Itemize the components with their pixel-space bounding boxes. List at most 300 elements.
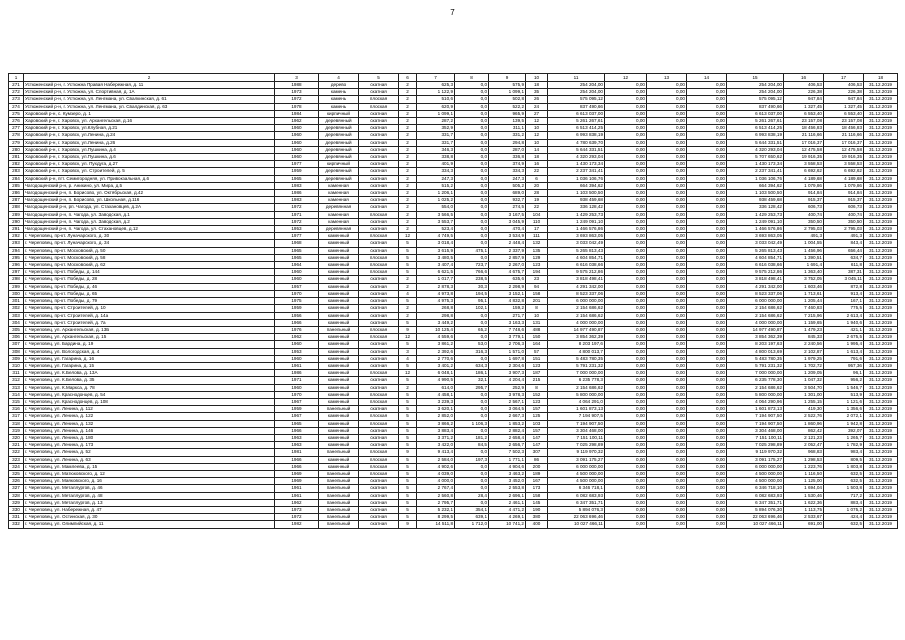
cell-floors: 5	[399, 391, 417, 398]
cell-year-built: 1983	[275, 197, 319, 204]
cell-completion-date: 31.12.2019	[864, 118, 898, 125]
cell-residential-area: 2 448,4	[489, 240, 526, 247]
cell-floors: 2	[399, 211, 417, 218]
cell-regional-funds: 0,00	[647, 319, 687, 326]
cell-owners-funds: 8 203 197,63	[727, 341, 784, 348]
cell-row-number: 321	[9, 442, 24, 449]
cell-owners-funds: 7 194 907,50	[727, 420, 784, 427]
cell-year-built: 1964	[275, 262, 319, 269]
cell-local-funds: 0,00	[687, 182, 727, 189]
cell-floors: 2	[399, 154, 417, 161]
cell-residents: 22	[526, 168, 548, 175]
cell-owners-funds: 1 430 173,34	[727, 161, 784, 168]
cell-address: Чагодощенский р-н, п. Чагода, ул. Заводская, д.2	[24, 218, 275, 225]
cell-local-funds: 0,00	[687, 348, 727, 355]
cell-max-cost-per-sqm: 6 553,40	[824, 110, 864, 117]
cell-residential-area: 1 853,2	[489, 420, 526, 427]
cell-completion-date: 31.12.2019	[864, 377, 898, 384]
cell-total-area: 523,4	[417, 226, 455, 233]
cell-regional-funds: 0,00	[647, 384, 687, 391]
cell-nonresidential-area: 0,0	[455, 182, 489, 189]
header-cell-roof-type: 5	[359, 74, 399, 82]
cell-address: г. Череповец, ул. Металлургов, д. 48	[24, 492, 275, 499]
cell-owners-funds: 4 291 342,00	[727, 283, 784, 290]
cell-max-cost-per-sqm: 913,4	[824, 290, 864, 297]
cell-total-area: 3 018,4	[417, 240, 455, 247]
cell-cost-per-sqm: 1 622,36	[784, 499, 824, 506]
cell-residential-area: 3 163,3	[489, 319, 526, 326]
cell-total-area: 515,2	[417, 182, 455, 189]
cell-row-number: 327	[9, 485, 24, 492]
cell-roof-type: скатная	[359, 276, 399, 283]
cell-regional-funds: 0,00	[647, 341, 687, 348]
cell-local-funds: 0,00	[687, 362, 727, 369]
cell-cost-per-sqm: 1 159,65	[784, 319, 824, 326]
cell-residents: 194	[526, 269, 548, 276]
table-row	[9, 319, 898, 326]
cell-roof-type: скатная	[359, 478, 399, 485]
cell-row-number: 309	[9, 355, 24, 362]
cell-max-cost-per-sqm: 1 942,8	[824, 420, 864, 427]
cell-residential-area: 2 656,7	[489, 442, 526, 449]
cell-completion-date: 31.12.2019	[864, 175, 898, 182]
cell-owners-funds: 6 616 038,66	[727, 262, 784, 269]
cell-address: Харовский р-н, г. Харовск, ул.Ленина, д.26	[24, 139, 275, 146]
cell-nonresidential-area: 1 712,0	[455, 521, 489, 528]
cell-owners-funds: 2 237 341,41	[727, 168, 784, 175]
cell-row-number: 279	[9, 139, 24, 146]
cell-residential-area: 635,6	[489, 276, 526, 283]
cell-wall-material: каменный	[319, 319, 359, 326]
table-row	[9, 362, 898, 369]
cell-roof-type: скатная	[359, 82, 399, 89]
cell-floors: 5	[399, 298, 417, 305]
cell-address: г. Череповец, ул. Архангельская, д. 13Б	[24, 326, 275, 333]
cell-total-cost: 5 800 000,00	[548, 391, 605, 398]
cell-total-area: 287,2	[417, 118, 455, 125]
cell-address: г. Череповец, ул. Матюковского, д. 12	[24, 470, 275, 477]
cell-roof-type: скатная	[359, 312, 399, 319]
cell-roof-type: плоская	[359, 370, 399, 377]
cell-regional-funds: 0,00	[647, 146, 687, 153]
cell-total-area: 4 039,0	[417, 470, 455, 477]
cell-wall-material: деревянный	[319, 125, 359, 132]
cell-roof-type: плоская	[359, 470, 399, 477]
table-row	[9, 470, 898, 477]
table-row	[9, 506, 898, 513]
cell-floors: 4	[399, 355, 417, 362]
cell-cost-per-sqm: 1 079,86	[784, 182, 824, 189]
cell-residents: 157	[526, 427, 548, 434]
cell-completion-date: 31.12.2019	[864, 276, 898, 283]
cell-local-funds: 0,00	[687, 492, 727, 499]
cell-federal-funds: 0,00	[605, 334, 647, 341]
cell-total-cost: 3 304 468,00	[548, 427, 605, 434]
cell-nonresidential-area: 197,3	[455, 456, 489, 463]
cell-regional-funds: 0,00	[647, 398, 687, 405]
cell-owners-funds: 7 151 100,11	[727, 434, 784, 441]
cell-owners-funds: 1 466 576,86	[727, 226, 784, 233]
cell-roof-type: скатная	[359, 442, 399, 449]
cell-owners-funds: 837 490,66	[727, 103, 784, 110]
cell-max-cost-per-sqm: 421,1	[824, 326, 864, 333]
cell-residents: 14	[526, 146, 548, 153]
cell-federal-funds: 0,00	[605, 290, 647, 297]
cell-residents: 10	[526, 125, 548, 132]
cell-local-funds: 0,00	[687, 420, 727, 427]
cell-year-built: 1961	[275, 362, 319, 369]
cell-address: Харовский р-н, г. Харовск, ул. Строителей, д. 5	[24, 168, 275, 175]
cell-total-cost: 6 513 414,25	[548, 125, 605, 132]
cell-completion-date: 31.12.2019	[864, 427, 898, 434]
cell-residential-area: 3 167,5	[489, 211, 526, 218]
cell-total-area: 4 749,5	[417, 233, 455, 240]
cell-address: г. Череповец, ул. Ленина, д. 132	[24, 420, 275, 427]
cell-owners-funds: 6 347 351,71	[727, 499, 784, 506]
cell-regional-funds: 0,00	[647, 449, 687, 456]
cell-floors: 2	[399, 110, 417, 117]
cell-nonresidential-area: 32,1	[455, 377, 489, 384]
cell-local-funds: 0,00	[687, 514, 727, 521]
cell-regional-funds: 0,00	[647, 290, 687, 297]
cell-address: г. Череповец, пр-кт. Московский, д. 58	[24, 254, 275, 261]
cell-nonresidential-area: 0,0	[455, 334, 489, 341]
cell-total-cost: 5 894 076,3	[548, 506, 605, 513]
cell-max-cost-per-sqm: 2 795,03	[824, 226, 864, 233]
cell-roof-type: скатная	[359, 305, 399, 312]
cell-cost-per-sqm: 3 558,53	[784, 161, 824, 168]
cell-local-funds: 0,00	[687, 442, 727, 449]
cell-federal-funds: 0,00	[605, 355, 647, 362]
cell-regional-funds: 0,00	[647, 406, 687, 413]
cell-total-area: 3 422,0	[417, 442, 455, 449]
cell-total-area: 8 299,5	[417, 514, 455, 521]
cell-residents: 94	[526, 283, 548, 290]
cell-owners-funds: 1 103 500,50	[727, 190, 784, 197]
cell-max-cost-per-sqm: 791,6	[824, 355, 864, 362]
cell-row-number: 281	[9, 154, 24, 161]
cell-regional-funds: 0,00	[647, 434, 687, 441]
cell-completion-date: 31.12.2019	[864, 485, 898, 492]
cell-owners-funds: 9 119 970,32	[727, 449, 784, 456]
cell-nonresidential-area: 766,6	[455, 269, 489, 276]
cell-regional-funds: 0,00	[647, 175, 687, 182]
cell-completion-date: 31.12.2019	[864, 305, 898, 312]
cell-completion-date: 31.12.2019	[864, 211, 898, 218]
cell-total-cost: 6 993 838,19	[548, 132, 605, 139]
cell-local-funds: 0,00	[687, 96, 727, 103]
table-row	[9, 190, 898, 197]
cell-residents: 158	[526, 290, 548, 297]
cell-year-built: 1972	[275, 218, 319, 225]
cell-address: г. Череповец, пр-кт. Победы, д. 28	[24, 276, 275, 283]
cell-federal-funds: 0,00	[605, 341, 647, 348]
cell-year-built: 1960	[275, 276, 319, 283]
cell-roof-type: скатная	[359, 298, 399, 305]
cell-roof-type: скатная	[359, 384, 399, 391]
cell-total-cost: 14 977 490,87	[548, 326, 605, 333]
cell-regional-funds: 0,00	[647, 463, 687, 470]
cell-cost-per-sqm: 1 713,61	[784, 290, 824, 297]
cell-owners-funds: 5 483 780,35	[727, 355, 784, 362]
table-row	[9, 420, 898, 427]
cell-cost-per-sqm: 1 327,45	[784, 103, 824, 110]
cell-address: г. Череповец, ул. Ленина, д. 63	[24, 456, 275, 463]
cell-row-number: 322	[9, 449, 24, 456]
cell-total-cost: 6 613 037,00	[548, 110, 605, 117]
cell-residents: 17	[526, 226, 548, 233]
cell-total-area: 2 878,3	[417, 283, 455, 290]
cell-completion-date: 31.12.2019	[864, 362, 898, 369]
cell-total-area: 620,9	[417, 103, 455, 110]
cell-residents: 488	[526, 326, 548, 333]
cell-total-cost: 7 194 907,5	[548, 413, 605, 420]
cell-nonresidential-area: 723,7	[455, 262, 489, 269]
cell-local-funds: 0,00	[687, 470, 727, 477]
table-row	[9, 132, 898, 139]
cell-roof-type: скатная	[359, 506, 399, 513]
page-number: 7	[450, 8, 455, 17]
cell-owners-funds: 5 261 267,61	[727, 118, 784, 125]
cell-wall-material: каменный	[319, 355, 359, 362]
cell-wall-material: каменный	[319, 384, 359, 391]
cell-roof-type: скатная	[359, 290, 399, 297]
cell-max-cost-per-sqm: 424,4	[824, 514, 864, 521]
cell-max-cost-per-sqm: 809,5	[824, 456, 864, 463]
cell-nonresidential-area: 0,0	[455, 197, 489, 204]
cell-total-cost: 336 128,42	[548, 204, 605, 211]
cell-wall-material: каменный	[319, 334, 359, 341]
cell-cost-per-sqm: 491,3	[784, 233, 824, 240]
cell-completion-date: 31.12.2019	[864, 146, 898, 153]
cell-max-cost-per-sqm: 1 546,7	[824, 384, 864, 391]
cell-floors: 2	[399, 182, 417, 189]
cell-total-area: 3 861,2	[417, 341, 455, 348]
cell-address: Чагодощенский р-н, п. Чагода, ул. Стахановцев, д.12	[24, 226, 275, 233]
cell-owners-funds: 1 429 253,73	[727, 211, 784, 218]
cell-total-cost: 1 601 873,13	[548, 406, 605, 413]
cell-completion-date: 31.12.2019	[864, 413, 898, 420]
cell-row-number: 323	[9, 456, 24, 463]
cell-roof-type: скатная	[359, 139, 399, 146]
cell-nonresidential-area: 65,2	[455, 326, 489, 333]
cell-year-built: 1972	[275, 514, 319, 521]
cell-completion-date: 31.12.2019	[864, 499, 898, 506]
cell-regional-funds: 0,00	[647, 233, 687, 240]
cell-total-area: 3 553,7	[417, 218, 455, 225]
cell-regional-funds: 0,00	[647, 413, 687, 420]
cell-completion-date: 31.12.2019	[864, 348, 898, 355]
header-cell-year-built: 3	[275, 74, 319, 82]
cell-total-area: 298,8	[417, 312, 455, 319]
cell-floors: 5	[399, 247, 417, 254]
cell-total-cost: 3 854 362,39	[548, 334, 605, 341]
cell-residents: 132	[526, 240, 548, 247]
cell-regional-funds: 0,00	[647, 478, 687, 485]
cell-residential-area: 2 304,6	[489, 362, 526, 369]
cell-local-funds: 0,00	[687, 521, 727, 528]
table-row	[9, 89, 898, 96]
cell-residents: 201	[526, 298, 548, 305]
cell-residential-area: 575,9	[489, 82, 526, 89]
cell-cost-per-sqm: 3 752,05	[784, 276, 824, 283]
cell-cost-per-sqm: 2 795,03	[784, 226, 824, 233]
cell-residents: 18	[526, 154, 548, 161]
cell-row-number: 272	[9, 89, 24, 96]
cell-local-funds: 0,00	[687, 434, 727, 441]
cell-max-cost-per-sqm: 606,73	[824, 204, 864, 211]
cell-residents: 147	[526, 434, 548, 441]
cell-floors: 2	[399, 276, 417, 283]
cell-total-cost: 4 000 000,00	[548, 319, 605, 326]
cell-owners-funds: 4 604 854,71	[727, 254, 784, 261]
cell-residential-area: 3 779,1	[489, 334, 526, 341]
cell-nonresidential-area: 295,7	[455, 384, 489, 391]
cell-cost-per-sqm: 1 116,50	[784, 470, 824, 477]
cell-owners-funds: 5 707 650,62	[727, 154, 784, 161]
cell-row-number: 319	[9, 427, 24, 434]
cell-roof-type: плоская	[359, 449, 399, 456]
cell-floors: 5	[399, 420, 417, 427]
cell-total-area: 247,3	[417, 175, 455, 182]
cell-roof-type: скатная	[359, 240, 399, 247]
cell-local-funds: 0,00	[687, 290, 727, 297]
cell-row-number: 315	[9, 398, 24, 405]
cell-cost-per-sqm: 1 479,23	[784, 326, 824, 333]
cell-nonresidential-area: 181,2	[455, 434, 489, 441]
cell-roof-type: скатная	[359, 521, 399, 528]
cell-year-built: 1973	[275, 89, 319, 96]
cell-cost-per-sqm: 691,00	[784, 521, 824, 528]
cell-federal-funds: 0,00	[605, 521, 647, 528]
cell-residents: 8	[526, 305, 548, 312]
cell-owners-funds: 4 500 000,00	[727, 470, 784, 477]
cell-total-area: 3 866,2	[417, 420, 455, 427]
cell-floors: 2	[399, 96, 417, 103]
cell-regional-funds: 0,00	[647, 247, 687, 254]
cell-cost-per-sqm: 6 692,62	[784, 168, 824, 175]
cell-federal-funds: 0,00	[605, 168, 647, 175]
cell-nonresidential-area: 0,0	[455, 406, 489, 413]
table-row	[9, 175, 898, 182]
cell-residents: 135	[526, 247, 548, 254]
cell-owners-funds: 5 791 231,32	[727, 362, 784, 369]
cell-regional-funds: 0,00	[647, 254, 687, 261]
cell-max-cost-per-sqm: 1 503,8	[824, 485, 864, 492]
table-row	[9, 298, 898, 305]
cell-federal-funds: 0,00	[605, 96, 647, 103]
cell-roof-type: скатная	[359, 190, 399, 197]
cell-residents: 28	[526, 190, 548, 197]
cell-wall-material: деревянный	[319, 132, 359, 139]
cell-federal-funds: 0,00	[605, 463, 647, 470]
cell-residential-area: 2 461,1	[489, 499, 526, 506]
cell-year-built: 1967	[275, 413, 319, 420]
cell-nonresidential-area: 0,0	[455, 211, 489, 218]
cell-local-funds: 0,00	[687, 154, 727, 161]
cell-federal-funds: 0,00	[605, 362, 647, 369]
cell-row-number: 303	[9, 312, 24, 319]
cell-local-funds: 0,00	[687, 499, 727, 506]
cell-wall-material: панельный	[319, 506, 359, 513]
cell-address: г. Череповец, пр-кт. Победы, д. 65	[24, 290, 275, 297]
cell-total-area: 10 125,4	[417, 326, 455, 333]
cell-floors: 5	[399, 434, 417, 441]
cell-total-area: 3 371,2	[417, 434, 455, 441]
cell-completion-date: 31.12.2019	[864, 298, 898, 305]
cell-floors: 5	[399, 362, 417, 369]
cell-floors: 5	[399, 406, 417, 413]
table-row	[9, 226, 898, 233]
cell-wall-material: каменный	[319, 262, 359, 269]
cell-owners-funds: 5 800 000,00	[727, 391, 784, 398]
header-cell-owners-funds: 15	[727, 74, 784, 82]
cell-max-cost-per-sqm: 632,5	[824, 470, 864, 477]
cell-row-number: 304	[9, 319, 24, 326]
table-row	[9, 254, 898, 261]
cell-local-funds: 0,00	[687, 485, 727, 492]
cell-max-cost-per-sqm: 611,8	[824, 262, 864, 269]
cell-residential-area: 3 452,0	[489, 478, 526, 485]
cell-row-number: 277	[9, 125, 24, 132]
cell-completion-date: 31.12.2019	[864, 82, 898, 89]
cell-nonresidential-area: 1 106,3	[455, 420, 489, 427]
cell-wall-material: каменный	[319, 391, 359, 398]
cell-year-built: 1963	[275, 442, 319, 449]
cell-wall-material: панельный	[319, 492, 359, 499]
cell-total-cost: 7 151 100,11	[548, 434, 605, 441]
housing-register-table	[8, 73, 898, 529]
cell-address: г. Череповец, ул. Бардина, д. 19	[24, 341, 275, 348]
cell-completion-date: 31.12.2019	[864, 154, 898, 161]
cell-floors: 2	[399, 89, 417, 96]
cell-year-built: 1966	[275, 463, 319, 470]
table-row	[9, 341, 898, 348]
cell-total-cost: 1 036 106,76	[548, 175, 605, 182]
cell-residential-area: 2 667,3	[489, 413, 526, 420]
cell-address: г. Череповец, ул. Ленина, д. 180	[24, 434, 275, 441]
cell-address: г. Череповец, ул. Краснодонцев, д. 108	[24, 398, 275, 405]
header-cell-completion-date: 18	[864, 74, 898, 82]
cell-roof-type: скатная	[359, 377, 399, 384]
cell-local-funds: 0,00	[687, 226, 727, 233]
cell-residential-area: 10 741,2	[489, 521, 526, 528]
cell-year-built: 1960	[275, 384, 319, 391]
cell-floors: 2	[399, 139, 417, 146]
cell-cost-per-sqm: 1 691,4	[784, 262, 824, 269]
cell-completion-date: 31.12.2019	[864, 218, 898, 225]
cell-federal-funds: 0,00	[605, 370, 647, 377]
cell-total-area: 2 584,0	[417, 456, 455, 463]
cell-residential-area: 331,2	[489, 132, 526, 139]
cell-address: г. Череповец, ул. Гагарина, д. 16	[24, 355, 275, 362]
cell-total-cost: 4 800 013,7	[548, 348, 605, 355]
cell-federal-funds: 0,00	[605, 391, 647, 398]
cell-row-number: 280	[9, 146, 24, 153]
cell-total-area: 6 621,5	[417, 269, 455, 276]
cell-address: г. Череповец, ул. Ленина, д. 146	[24, 427, 275, 434]
cell-cost-per-sqm: 845,33	[784, 334, 824, 341]
cell-wall-material: дерево	[319, 82, 359, 89]
cell-owners-funds: 6 000 000,00	[727, 463, 784, 470]
table-row	[9, 305, 898, 312]
cell-address: Чагодощенский р-н, рп. Чагода, ул. Стахановцев, д.2А	[24, 204, 275, 211]
cell-wall-material: деревянный	[319, 139, 359, 146]
cell-nonresidential-area: 0,0	[455, 139, 489, 146]
cell-year-built: 1983	[275, 182, 319, 189]
cell-max-cost-per-sqm: 3 558,53	[824, 161, 864, 168]
cell-federal-funds: 0,00	[605, 247, 647, 254]
